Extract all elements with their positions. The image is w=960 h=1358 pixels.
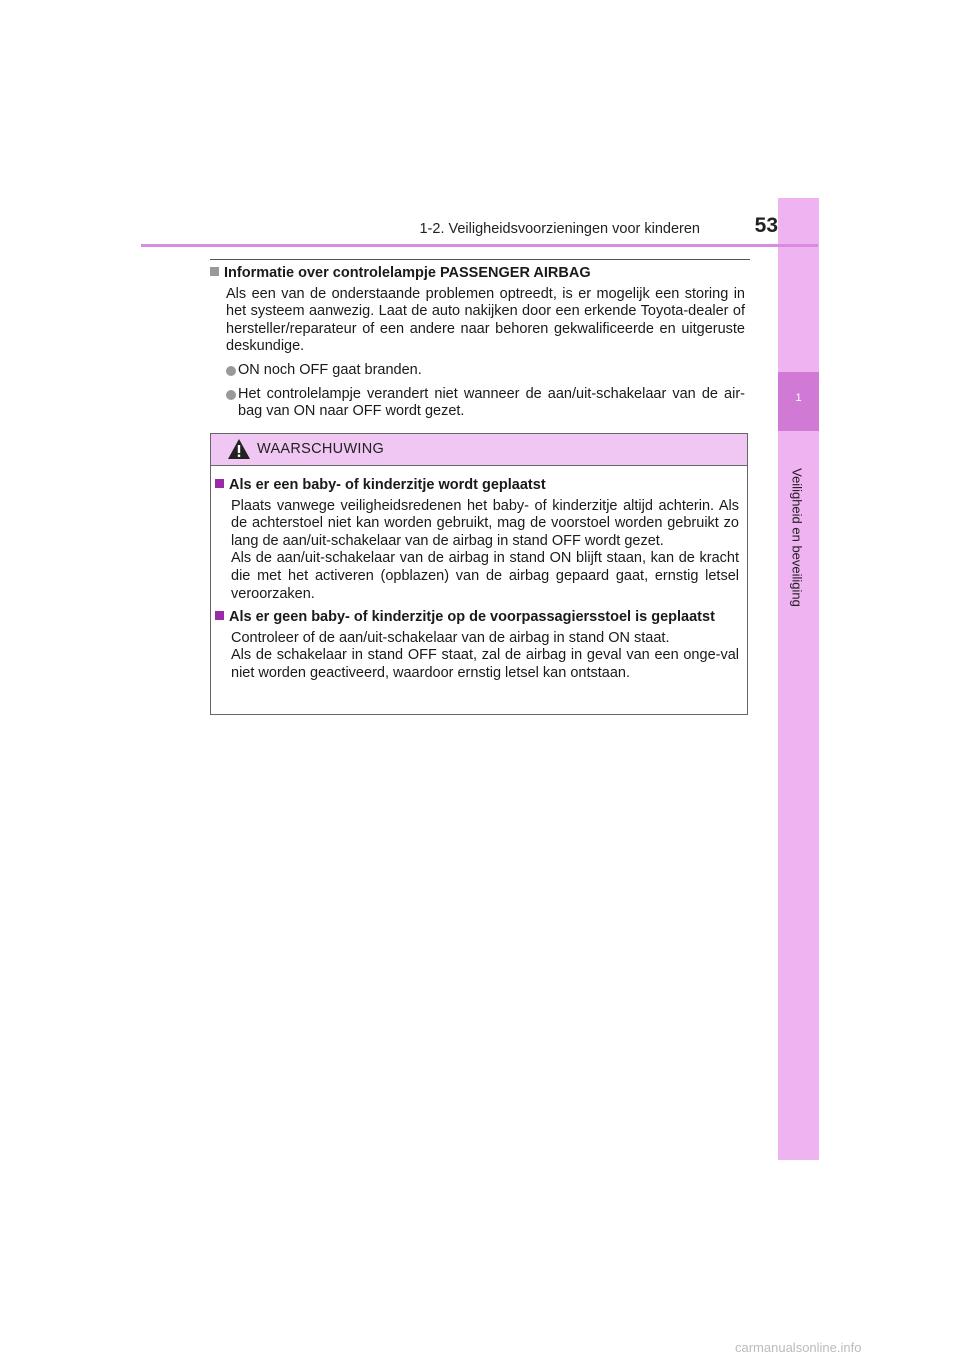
warning-triangle-icon (227, 438, 251, 460)
warning-item-heading: Als er geen baby- of kinderzitje op de voorpassagiersstoel is geplaatst (215, 609, 739, 627)
warning-body (211, 466, 747, 683)
square-bullet-icon (215, 479, 224, 488)
main-content (210, 265, 745, 421)
warning-box (210, 433, 748, 715)
watermark-logo: carmanualsonline.info (735, 1340, 862, 1355)
warning-header (211, 434, 747, 466)
square-bullet-icon (215, 611, 224, 620)
section-heading: Informatie over controlelampje PASSENGER AIRBAG (210, 265, 745, 283)
warning-paragraph: Controleer of de aan/uit-schakelaar van de airbag in stand ON staat. (231, 629, 670, 646)
page-number: 53 (754, 214, 778, 237)
section-paragraph: Als een van de onderstaande problemen optreedt, is er mogelijk een storing in het systeem aanwezig. Laat de auto nakijken door een erkende Toyota-dealer of hersteller/reparateur of een andere naar behoren gekwalificeerde en uitgeruste deskundige. (226, 285, 745, 355)
warning-paragraph: Als de aan/uit-schakelaar van de airbag in stand ON blijft staan, kan de kracht die met het activeren (opblazen) van de airbag gepaard gaat, ernstig letsel veroorzaken. (231, 550, 739, 602)
header-rule (141, 244, 818, 247)
content-top-rule (210, 259, 750, 260)
square-bullet-icon (210, 267, 219, 276)
warning-title: WAARSCHUWING (257, 441, 385, 457)
warning-paragraph: Als de schakelaar in stand OFF staat, zal de airbag in geval van een onge-val niet worden geactiveerd, waardoor ernstig letsel kan ontstaan. (231, 647, 739, 681)
warning-paragraph: Plaats vanwege veiligheidsredenen het baby- of kinderzitje altijd achterin. Als de achterstoel niet kan worden gebruikt, mag de voorstoel worden gebruikt zo lang de aan/uit-schakelaar van de airbag in stand OFF wordt gezet. (231, 497, 739, 549)
chapter-side-tab (778, 198, 819, 1160)
warning-item-heading: Als er een baby- of kinderzitje wordt geplaatst (215, 477, 739, 495)
section-header-title: 1-2. Veiligheidsvoorzieningen voor kinderen (419, 221, 700, 237)
list-item: ON noch OFF gaat branden. (238, 362, 745, 380)
circle-bullet-icon (226, 366, 236, 376)
circle-bullet-icon (226, 390, 236, 400)
list-item: Het controlelampje verandert niet wanneer de aan/uit-schakelaar van de air-bag van ON naar OFF wordt gezet. (238, 386, 745, 421)
chapter-label: Veiligheid en beveiliging (789, 468, 805, 607)
chapter-number: 1 (795, 392, 802, 404)
